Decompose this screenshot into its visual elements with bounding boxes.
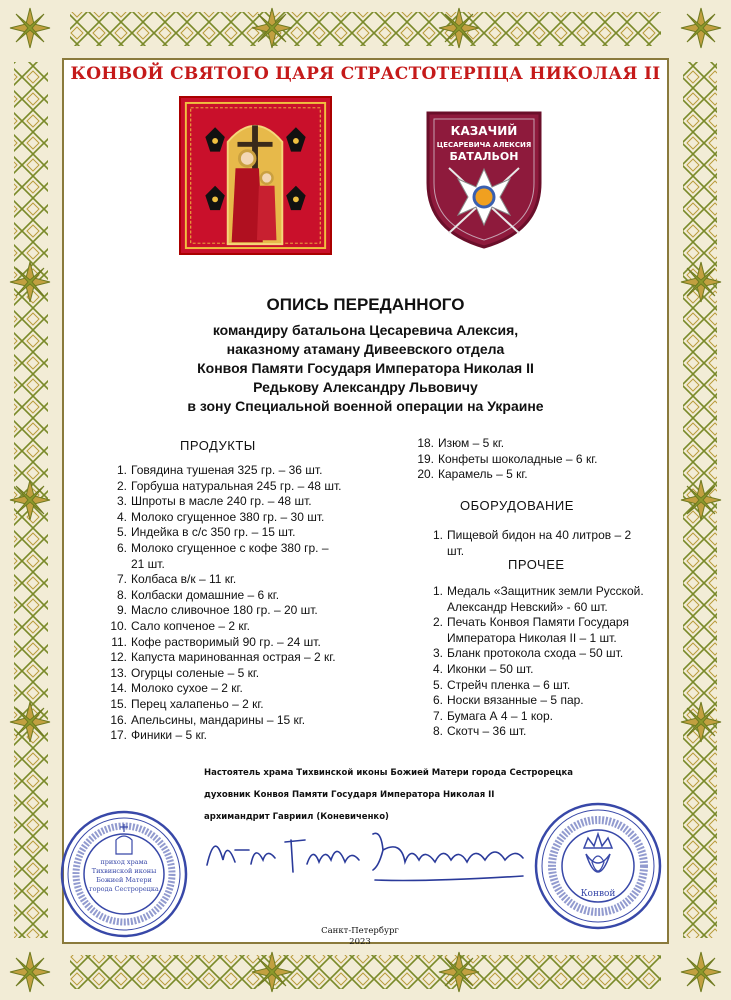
star-ornament-icon [679, 700, 723, 744]
list-item [107, 588, 345, 604]
subtitle-line: наказному атаману Дивеевского отдела [226, 341, 505, 357]
list-item [107, 510, 345, 526]
item-number: 4. [116, 509, 127, 524]
handwritten-signature [205, 820, 545, 890]
item-text: Шпроты в масле 240 гр. – 48 шт. [131, 494, 312, 509]
item-number: 2. [432, 615, 443, 630]
list-item [423, 693, 649, 709]
item-number: 4. [432, 661, 443, 676]
star-ornament-icon [679, 950, 723, 994]
equipment-heading: ОБОРУДОВАНИЕ [460, 498, 574, 513]
list-item [107, 697, 345, 713]
item-number: 10. [110, 618, 127, 633]
other-list [423, 584, 649, 740]
list-item [414, 452, 644, 468]
list-item [107, 728, 345, 744]
list-item [423, 528, 649, 559]
products-list [107, 463, 345, 744]
battalion-patch [424, 103, 544, 249]
item-number: 1. [432, 584, 443, 598]
item-text: Бланк протокола схода – 50 шт. [447, 646, 624, 661]
list-item [107, 681, 345, 697]
item-number: 1. [432, 528, 443, 542]
item-text: Изюм – 5 кг. [438, 436, 505, 450]
star-ornament-icon [8, 260, 52, 304]
products-list-continued [414, 436, 644, 483]
item-number: 6. [432, 693, 443, 708]
item-text: Стрейч пленка – 6 шт. [447, 677, 571, 692]
star-ornament-icon [8, 950, 52, 994]
star-ornament-icon [250, 950, 294, 994]
item-text: Молоко сгущенное 380 гр. – 30 шт. [131, 509, 325, 524]
star-ornament-icon [437, 950, 481, 994]
item-number: 6. [116, 540, 127, 555]
item-text: Молоко сгущенное с кофе 380 гр. – 21 шт. [131, 540, 329, 571]
list-item [423, 584, 649, 615]
list-item [107, 635, 345, 651]
item-number: 13. [110, 665, 127, 680]
subtitle-line: Конвоя Памяти Государя Императора Николая II [197, 360, 534, 376]
item-text: Огурцы соленые – 5 кг. [131, 665, 260, 680]
item-number: 12. [110, 650, 127, 665]
list-item [423, 615, 649, 646]
item-number: 18. [417, 436, 434, 450]
list-item [423, 678, 649, 694]
list-item [107, 572, 345, 588]
star-ornament-icon [8, 6, 52, 50]
item-number: 17. [110, 728, 127, 743]
list-item [107, 541, 345, 572]
list-item [107, 713, 345, 729]
item-text: Конфеты шоколадные – 6 кг. [438, 451, 598, 466]
header-title: КОНВОЙ СВЯТОГО ЦАРЯ СТРАСТОТЕРПЦА НИКОЛАЯ II [70, 64, 661, 84]
item-text: Горбуша натуральная 245 гр. – 48 шт. [131, 478, 342, 493]
seal-text: приход храма [100, 858, 148, 866]
list-item [414, 467, 644, 483]
list-item [107, 463, 345, 479]
item-text: Кофе растворимый 90 гр. – 24 шт. [131, 634, 321, 649]
item-text: Финики – 5 кг. [131, 728, 207, 743]
place-and-year [300, 926, 420, 948]
seal-text: Конвой [580, 889, 616, 899]
subtitle-line: командиру батальона Цесаревича Алексия, [212, 322, 519, 338]
item-text: Печать Конвоя Памяти Государя Императора Николая II – 1 шт. [447, 615, 629, 645]
item-text: Колбаса в/к – 11 кг. [131, 572, 237, 587]
star-ornament-icon [437, 6, 481, 50]
list-item [423, 724, 649, 740]
signatory-line-3: архимандрит Гавриил (Коневиченко) [204, 812, 389, 822]
item-number: 9. [116, 603, 127, 618]
item-text: Индейка в с/с 350 гр. – 15 шт. [131, 525, 296, 540]
patch-line-3: БАТАЛЬОН [449, 150, 519, 163]
item-number: 7. [432, 708, 443, 723]
item-number: 3. [432, 646, 443, 661]
star-ornament-icon [250, 6, 294, 50]
item-number: 7. [116, 572, 127, 587]
list-item [107, 650, 345, 666]
item-text: Иконки – 50 шт. [447, 661, 534, 676]
item-text: Пищевой бидон на 40 литров – 2 шт. [447, 528, 632, 558]
signatory-line-2: духовник Конвоя Памяти Государя Императора Николая II [204, 790, 495, 800]
right-convoy-seal [534, 802, 662, 930]
item-text: Масло сливочное 180 гр. – 20 шт. [131, 603, 318, 618]
item-text: Колбаски домашние – 6 кг. [131, 587, 280, 602]
item-text: Носки вязанные – 5 пар. [447, 693, 584, 708]
list-item [107, 479, 345, 495]
item-text: Карамель – 5 кг. [438, 467, 528, 482]
list-item [107, 619, 345, 635]
item-number: 19. [417, 451, 434, 466]
seal-text: города Сестрорецка [89, 885, 159, 893]
left-parish-seal [60, 810, 188, 938]
item-text: Капуста маринованная острая – 2 кг. [131, 650, 336, 665]
item-text: Перец халапеньо – 2 кг. [131, 696, 264, 711]
item-number: 2. [116, 478, 127, 493]
star-ornament-icon [8, 700, 52, 744]
year-text: 2023 [349, 937, 371, 947]
item-number: 3. [116, 494, 127, 509]
item-text: Сало копченое – 2 кг. [131, 618, 250, 633]
item-text: Скотч – 36 шт. [447, 724, 527, 739]
list-item [107, 494, 345, 510]
list-item [423, 646, 649, 662]
item-text: Медаль «Защитник земли Русской. Александр Невский» - 60 шт. [447, 584, 644, 614]
signatory-line-1: Настоятель храма Тихвинской иконы Божией Матери города Сестрорецка [204, 768, 574, 778]
item-number: 1. [116, 463, 127, 477]
star-ornament-icon [679, 478, 723, 522]
list-item [107, 603, 345, 619]
list-item [423, 709, 649, 725]
item-number: 8. [116, 587, 127, 602]
document-subtitle [62, 321, 669, 416]
star-ornament-icon [8, 478, 52, 522]
patch-line-1: КАЗАЧИЙ [450, 124, 518, 138]
star-ornament-icon [679, 260, 723, 304]
patch-line-2: ЦЕСАРЕВИЧА АЛЕКСИЯ [436, 141, 532, 149]
list-item [423, 662, 649, 678]
equipment-list [423, 528, 649, 559]
item-number: 15. [110, 696, 127, 711]
subtitle-line: в зону Специальной военной операции на Украине [187, 398, 544, 414]
list-item [414, 436, 644, 452]
other-heading: ПРОЧЕЕ [508, 557, 565, 572]
item-text: Молоко сухое – 2 кг. [131, 681, 243, 696]
item-text: Бумага А 4 – 1 кор. [447, 708, 553, 723]
products-heading: ПРОДУКТЫ [180, 438, 256, 453]
item-number: 14. [110, 681, 127, 696]
icon-banner-image [179, 96, 332, 255]
item-number: 16. [110, 712, 127, 727]
place-text: Санкт-Петербург [321, 926, 399, 936]
star-ornament-icon [679, 6, 723, 50]
item-number: 8. [432, 724, 443, 739]
seal-text: Божией Матери [96, 876, 152, 884]
item-text: Говядина тушеная 325 гр. – 36 шт. [131, 463, 323, 477]
item-text: Апельсины, мандарины – 15 кг. [131, 712, 306, 727]
seal-text: Тихвинской иконы [91, 867, 157, 875]
subtitle-line: Редькову Александру Львовичу [253, 379, 478, 395]
list-item [107, 525, 345, 541]
item-number: 20. [417, 467, 434, 482]
document-title: ОПИСЬ ПЕРЕДАННОГО [266, 295, 465, 314]
item-number: 5. [116, 525, 127, 540]
item-number: 11. [111, 634, 127, 649]
list-item [107, 666, 345, 682]
item-number: 5. [432, 677, 443, 692]
